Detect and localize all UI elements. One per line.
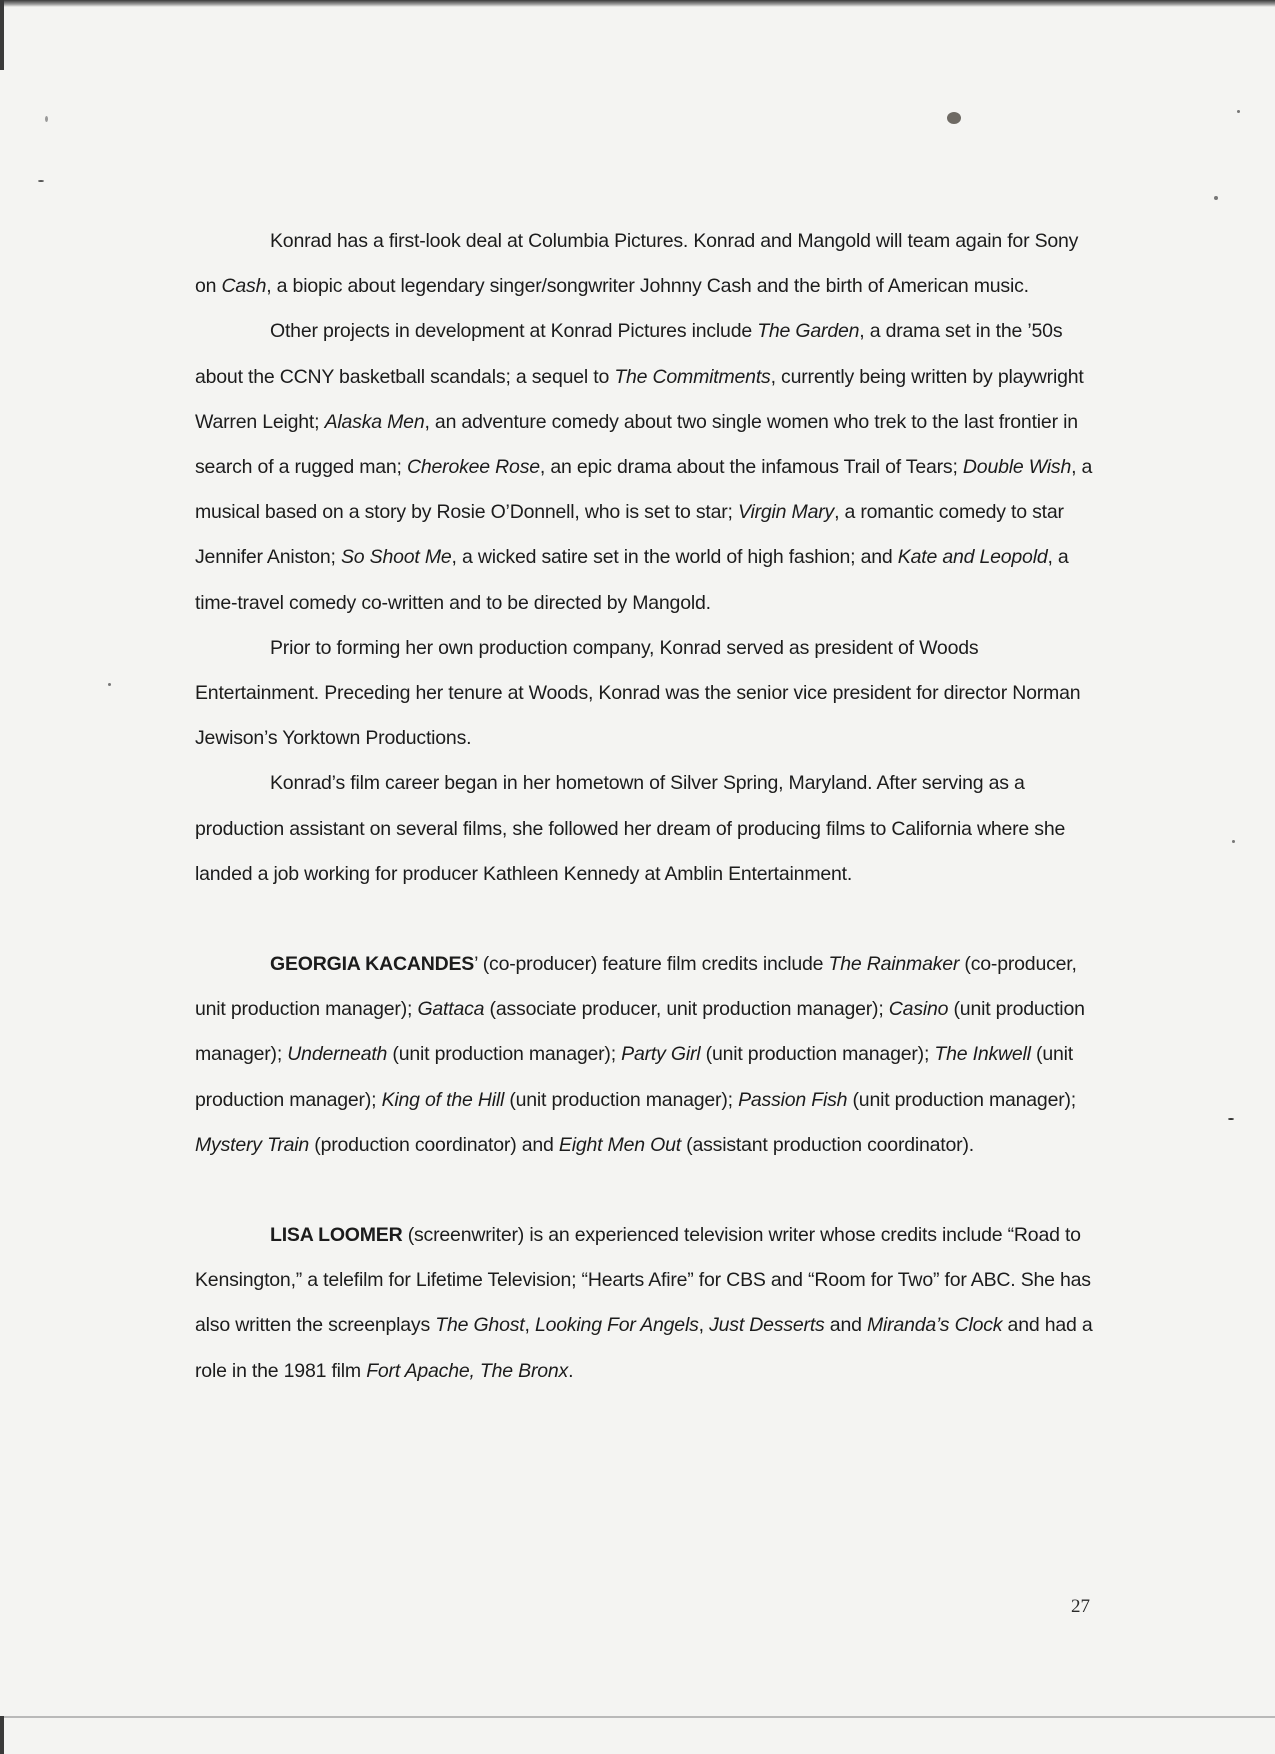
- paragraph-p1: [195, 219, 1095, 309]
- italic-title: Underneath: [287, 1043, 388, 1066]
- text-run: (co-producer, unit production manager);: [195, 953, 1077, 1021]
- italic-title: Double Wish: [962, 456, 1072, 479]
- scan-edge-bottom-left: [0, 1716, 4, 1754]
- italic-title: Gattaca: [417, 998, 485, 1021]
- italic-title: Virgin Mary: [738, 501, 835, 524]
- italic-title: Fort Apache, The Bronx: [366, 1359, 569, 1382]
- scan-edge-top: [0, 0, 1275, 7]
- document-body: [195, 219, 1095, 1394]
- text-run: Prior to forming her own production company, Konrad served as president of Woods Entertainment. Preceding her tenure at Woods, Konrad was the senior vice president for director Norman Jewison’s Yorktown Productions.: [195, 636, 1081, 750]
- italic-title: Kate and Leopold: [897, 546, 1048, 569]
- text-run: (screenwriter) is an experienced television writer whose credits include “Road to Kensington,” a telefilm for Lifetime Television; “Hearts Afire” for CBS and “Room for Two” for ABC. She has also written the screenplays: [195, 1224, 1091, 1337]
- dust-speck: [38, 180, 44, 182]
- dust-speck: [45, 116, 48, 122]
- dust-speck: [108, 683, 111, 686]
- italic-title: The Commitments: [614, 365, 771, 388]
- italic-title: Looking For Angels: [534, 1314, 699, 1337]
- text-run: Konrad’s film career began in her hometown of Silver Spring, Maryland. After serving as a production assistant on several films, she followed her dream of producing films to California where she landed a job working for producer Kathleen Kennedy at Amblin Entertainment.: [195, 772, 1066, 885]
- text-run: (unit production manager);: [195, 998, 1085, 1066]
- italic-title: The Garden: [757, 320, 860, 343]
- italic-title: The Rainmaker: [828, 953, 960, 976]
- dust-speck: [1228, 1118, 1234, 1120]
- text-run: and: [824, 1314, 867, 1337]
- italic-title: Party Girl: [621, 1043, 701, 1066]
- dust-speck: [947, 112, 961, 124]
- dust-speck: [1214, 196, 1218, 200]
- text-run: ,: [698, 1314, 710, 1337]
- text-run: (production coordinator) and: [309, 1133, 559, 1156]
- text-run: (unit production manager);: [847, 1088, 1077, 1111]
- italic-title: The Inkwell: [934, 1043, 1031, 1066]
- italic-title: Just Desserts: [709, 1314, 825, 1337]
- text-run: ’ (co-producer) feature film credits include: [474, 953, 829, 976]
- text-run: (unit production manager);: [387, 1043, 622, 1066]
- bold-name: LISA LOOMER: [270, 1224, 403, 1247]
- dust-speck: [1232, 840, 1235, 843]
- paragraph-p5: [195, 942, 1095, 1168]
- italic-title: Cherokee Rose: [407, 456, 540, 479]
- paragraph-p2: [195, 309, 1095, 625]
- text-run: , currently being written by playwright Warren Leight;: [195, 365, 1084, 433]
- page-number: 27: [1071, 1596, 1090, 1617]
- text-run: .: [568, 1359, 574, 1382]
- text-run: Other projects in development at Konrad Pictures include: [270, 320, 758, 343]
- italic-title: Eight Men Out: [558, 1133, 681, 1156]
- text-run: , a wicked satire set in the world of high fashion; and: [451, 546, 898, 569]
- text-run: , a biopic about legendary singer/songwriter Johnny Cash and the birth of American music.: [266, 275, 1029, 298]
- bold-name: GEORGIA KACANDES: [270, 953, 475, 976]
- paragraph-p6: [195, 1213, 1095, 1394]
- italic-title: The Ghost: [435, 1314, 525, 1337]
- text-run: and had a role in the 1981 film: [195, 1314, 1093, 1382]
- paragraph-p4: [195, 761, 1095, 897]
- scan-edge-bottom: [0, 1716, 1275, 1718]
- italic-title: Miranda’s Clock: [866, 1314, 1003, 1337]
- text-run: Konrad has a first-look deal at Columbia Pictures. Konrad and Mangold will team again for Sony on: [195, 230, 1079, 298]
- scan-edge-left: [0, 0, 4, 70]
- italic-title: Alaska Men: [324, 410, 425, 433]
- text-run: (assistant production coordinator).: [680, 1133, 974, 1156]
- paragraph-p3: [195, 626, 1095, 762]
- italic-title: Casino: [888, 998, 949, 1021]
- italic-title: Mystery Train: [195, 1133, 310, 1156]
- text-run: , a musical based on a story by Rosie O’Donnell, who is set to star;: [195, 456, 1093, 524]
- text-run: , an epic drama about the infamous Trail of Tears;: [539, 456, 963, 479]
- text-run: ,: [524, 1314, 535, 1337]
- text-run: , a time-travel comedy co-written and to be directed by Mangold.: [195, 546, 1069, 614]
- italic-title: So Shoot Me: [341, 546, 452, 569]
- text-run: , a romantic comedy to star Jennifer Aniston;: [195, 501, 1064, 569]
- text-run: (unit production manager);: [700, 1043, 935, 1066]
- italic-title: Passion Fish: [738, 1088, 848, 1111]
- text-run: , a drama set in the ’50s about the CCNY basketball scandals; a sequel to: [195, 320, 1063, 388]
- italic-title: Cash: [221, 275, 267, 298]
- text-run: (associate producer, unit production manager);: [484, 998, 889, 1021]
- text-run: , an adventure comedy about two single women who trek to the last frontier in search of a rugged man;: [195, 410, 1078, 479]
- italic-title: King of the Hill: [381, 1088, 505, 1111]
- text-run: (unit production manager);: [195, 1043, 1073, 1111]
- dust-speck: [1237, 110, 1240, 113]
- text-run: (unit production manager);: [504, 1088, 739, 1111]
